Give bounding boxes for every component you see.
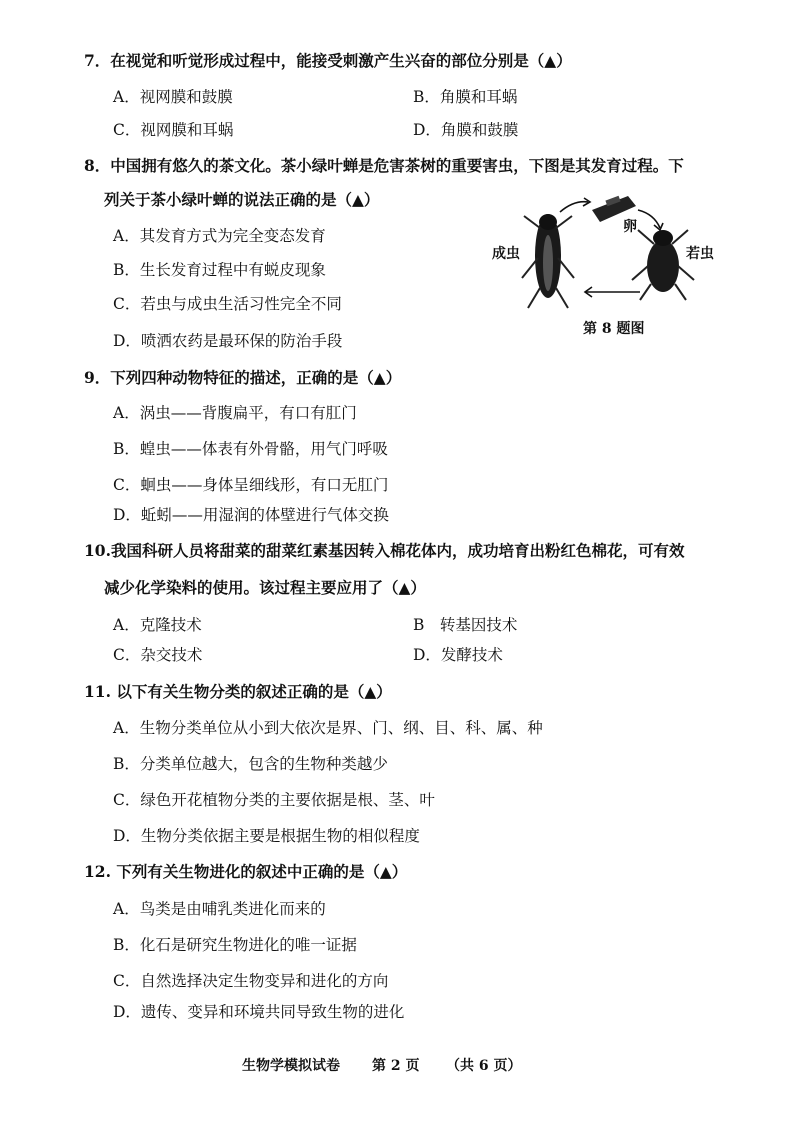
adult-insect-image xyxy=(522,214,574,308)
question-11-option-c: C．绿色开花植物分类的主要依据是根、茎、叶 xyxy=(113,791,435,809)
question-9-stem: 9．下列四种动物特征的描述，正确的是（▲） xyxy=(84,368,402,387)
footer-page-number: 第 2 页 xyxy=(372,1058,420,1074)
nymph-label: 若虫 xyxy=(686,246,714,262)
question-11-stem: 11. 以下有关生物分类的叙述正确的是（▲） xyxy=(84,682,392,701)
question-7-stem: 7．在视觉和听觉形成过程中，能接受刺激产生兴奋的部位分别是（▲） xyxy=(84,51,572,70)
question-8-stem: 8．中国拥有悠久的茶文化。茶小绿叶蝉是危害茶树的重要害虫，下图是其发育过程。下 xyxy=(84,156,684,175)
question-8-option-b: B．生长发育过程中有蜕皮现象 xyxy=(113,261,326,279)
question-7-option-b: B．角膜和耳蜗 xyxy=(413,88,518,106)
question-8-stem-continued: 列关于茶小绿叶蝉的说法正确的是（▲） xyxy=(104,190,380,209)
question-9-option-c: C．蛔虫——身体呈细线形，有口无肛门 xyxy=(113,476,389,494)
question-12-stem: 12. 下列有关生物进化的叙述中正确的是（▲） xyxy=(84,862,408,881)
question-10-stem: 10.我国科研人员将甜菜的甜菜红素基因转入棉花体内，成功培育出粉红色棉花，可有效 xyxy=(84,541,685,560)
question-12-option-b: B．化石是研究生物进化的唯一证据 xyxy=(113,936,357,954)
question-10-option-c: C．杂交技术 xyxy=(113,646,203,664)
question-11-option-a: A．生物分类单位从小到大依次是界、门、纲、目、科、属、种 xyxy=(113,719,543,737)
question-7-option-c: C．视网膜和耳蜗 xyxy=(113,121,234,139)
footer-total-pages: （共 6 页） xyxy=(446,1058,522,1074)
question-8-option-d: D．喷洒农药是最环保的防治手段 xyxy=(113,332,343,350)
question-10-option-d: D．发酵技术 xyxy=(413,646,503,664)
question-8-option-c: C．若虫与成虫生活习性完全不同 xyxy=(113,295,342,313)
question-7-option-d: D．角膜和鼓膜 xyxy=(413,121,519,139)
question-11-option-d: D．生物分类依据主要是根据生物的相似程度 xyxy=(113,827,420,845)
question-10-stem-continued: 减少化学染料的使用。该过程主要应用了（▲） xyxy=(104,578,426,597)
question-12-option-d: D．遗传、变异和环境共同导致生物的进化 xyxy=(113,1003,405,1021)
figure-caption: 第 8 题图 xyxy=(583,321,645,337)
question-8-option-a: A．其发育方式为完全变态发育 xyxy=(113,227,326,245)
question-9-option-d: D．蚯蚓——用湿润的体壁进行气体交换 xyxy=(113,506,389,524)
question-7-option-a: A．视网膜和鼓膜 xyxy=(113,88,233,106)
question-9-option-a: A．涡虫——背腹扁平，有口有肛门 xyxy=(113,404,357,422)
nymph-insect-image xyxy=(632,230,694,300)
question-9-option-b: B．蝗虫——体表有外骨骼，用气门呼吸 xyxy=(113,440,388,458)
egg-label: 卵 xyxy=(623,219,637,235)
question-12-option-a: A．鸟类是由哺乳类进化而来的 xyxy=(113,900,326,918)
question-12-option-c: C．自然选择决定生物变异和进化的方向 xyxy=(113,972,389,990)
question-10-option-b: B 转基因技术 xyxy=(413,616,518,634)
question-11-option-b: B．分类单位越大，包含的生物种类越少 xyxy=(113,755,388,773)
leafhopper-life-cycle-figure xyxy=(488,188,728,338)
question-10-option-a: A．克隆技术 xyxy=(113,616,202,634)
adult-label: 成虫 xyxy=(492,246,520,262)
footer-title: 生物学模拟试卷 xyxy=(242,1058,340,1074)
